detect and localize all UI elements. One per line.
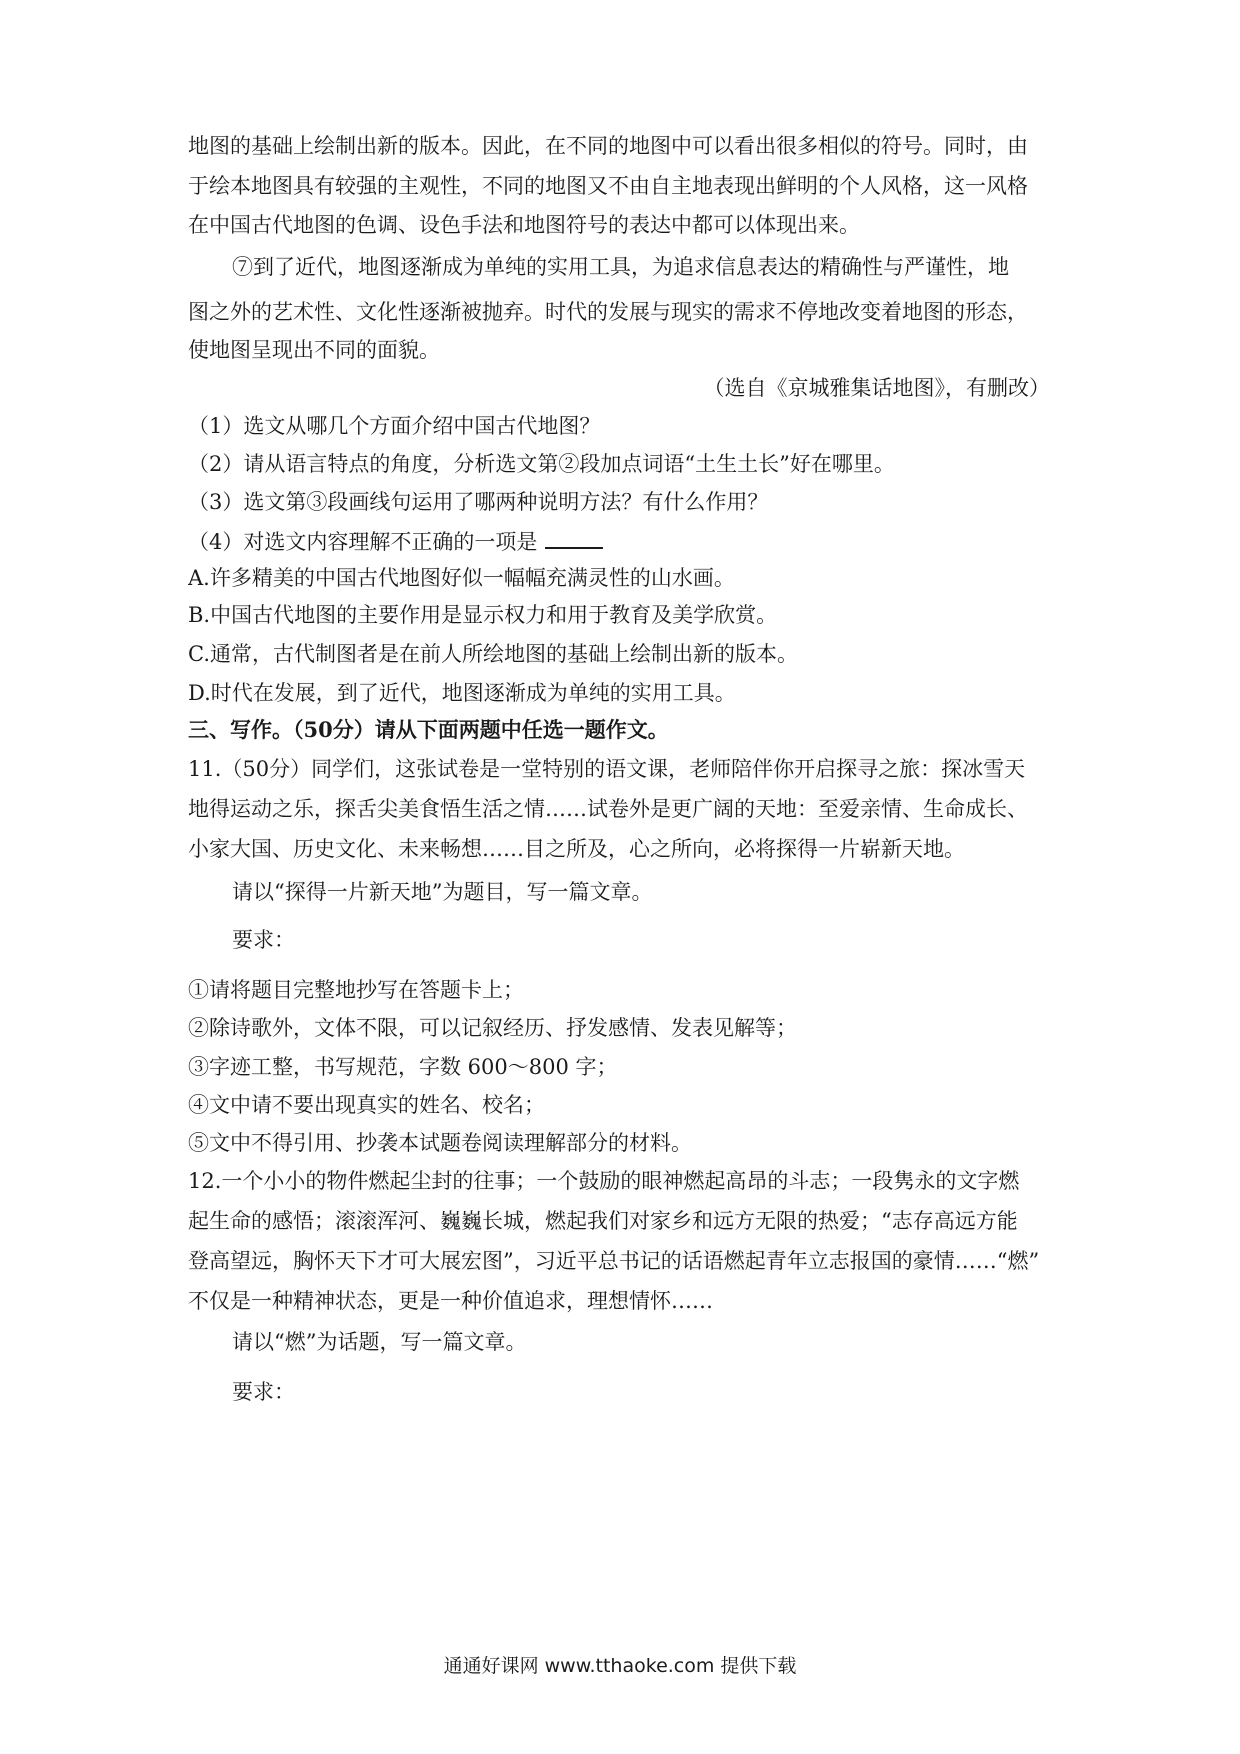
question-11-prompt: 请以“探得一片新天地”为题目，写一篇文章。 xyxy=(232,880,653,904)
question-12-line: 不仅是一种精神状态，更是一种价值追求，理想情怀…… xyxy=(188,1289,713,1313)
question-11-line: 小家大国、历史文化、未来畅想……目之所及，心之所向，必将探得一片崭新天地。 xyxy=(188,837,965,861)
question-12-line: 起生命的感悟；滚滚浑河、巍巍长城，燃起我们对家乡和远方无限的热爱；“志存高远方能 xyxy=(188,1209,1018,1233)
option-c: C.通常，古代制图者是在前人所绘地图的基础上绘制出新的版本。 xyxy=(188,642,798,666)
question-2: （2）请从语言特点的角度，分析选文第②段加点词语“土生土长”好在哪里。 xyxy=(188,452,895,476)
question-3: （3）选文第③段画线句运用了哪两种说明方法？有什么作用？ xyxy=(188,490,769,514)
question-11-line: 地得运动之乐，探舌尖美食悟生活之情……试卷外是更广阔的天地：至爱亲情、生命成长、 xyxy=(188,797,1028,821)
requirement-item: ②除诗歌外，文体不限，可以记叙经历、抒发感情、发表见解等； xyxy=(188,1016,797,1040)
footer-text: 通通好课网 www.tthaoke.com 提供下载 xyxy=(443,1655,797,1677)
requirement-item: ①请将题目完整地抄写在答题卡上； xyxy=(188,978,524,1002)
question-4-text: （4）对选文内容理解不正确的一项是 xyxy=(188,530,538,554)
requirement-item: ④文中请不要出现真实的姓名、校名； xyxy=(188,1093,545,1117)
source-citation: （选自《京城雅集话地图》，有删改） xyxy=(703,376,1050,400)
paragraph-7-line: 使地图呈现出不同的面貌。 xyxy=(188,338,440,362)
paragraph-7-line: ⑦到了近代，地图逐渐成为单纯的实用工具，为追求信息表达的精确性与严谨性，地 xyxy=(232,255,1009,279)
passage-line: 在中国古代地图的色调、设色手法和地图符号的表达中都可以体现出来。 xyxy=(188,213,860,237)
question-11-line: 11.（50分）同学们，这张试卷是一堂特别的语文课，老师陪伴你开启探寻之旅：探冰雪天 xyxy=(188,757,1026,781)
option-d: D.时代在发展，到了近代，地图逐渐成为单纯的实用工具。 xyxy=(188,681,736,705)
option-a: A.许多精美的中国古代地图好似一幅幅充满灵性的山水画。 xyxy=(188,566,735,590)
section-heading: 三、写作。（50分）请从下面两题中任选一题作文。 xyxy=(188,717,669,742)
question-12-line: 登高望远，胸怀天下才可大展宏图”，习近平总书记的话语燃起青年立志报国的豪情……“燃” xyxy=(188,1249,1040,1273)
requirement-item: ⑤文中不得引用、抄袭本试题卷阅读理解部分的材料。 xyxy=(188,1131,692,1155)
paragraph-7-line: 图之外的艺术性、文化性逐渐被抛弃。时代的发展与现实的需求不停地改变着地图的形态， xyxy=(188,300,1028,324)
passage-line: 于绘本地图具有较强的主观性，不同的地图又不由自主地表现出鲜明的个人风格，这一风格 xyxy=(188,174,1028,198)
question-1: （1）选文从哪几个方面介绍中国古代地图？ xyxy=(188,414,601,438)
requirements-label: 要求： xyxy=(232,1380,295,1404)
option-b: B.中国古代地图的主要作用是显示权力和用于教育及美学欣赏。 xyxy=(188,603,778,627)
question-12-prompt: 请以“燃”为话题，写一篇文章。 xyxy=(232,1330,527,1354)
question-12-line: 12.一个小小的物件燃起尘封的往事；一个鼓励的眼神燃起高昂的斗志；一段隽永的文字燃 xyxy=(188,1169,1020,1193)
passage-line: 地图的基础上绘制出新的版本。因此，在不同的地图中可以看出很多相似的符号。同时，由 xyxy=(188,134,1028,158)
answer-blank xyxy=(545,525,603,549)
requirement-item: ③字迹工整，书写规范，字数 600～800 字； xyxy=(188,1055,618,1079)
question-4 xyxy=(188,525,1068,557)
requirements-label: 要求： xyxy=(232,928,295,952)
